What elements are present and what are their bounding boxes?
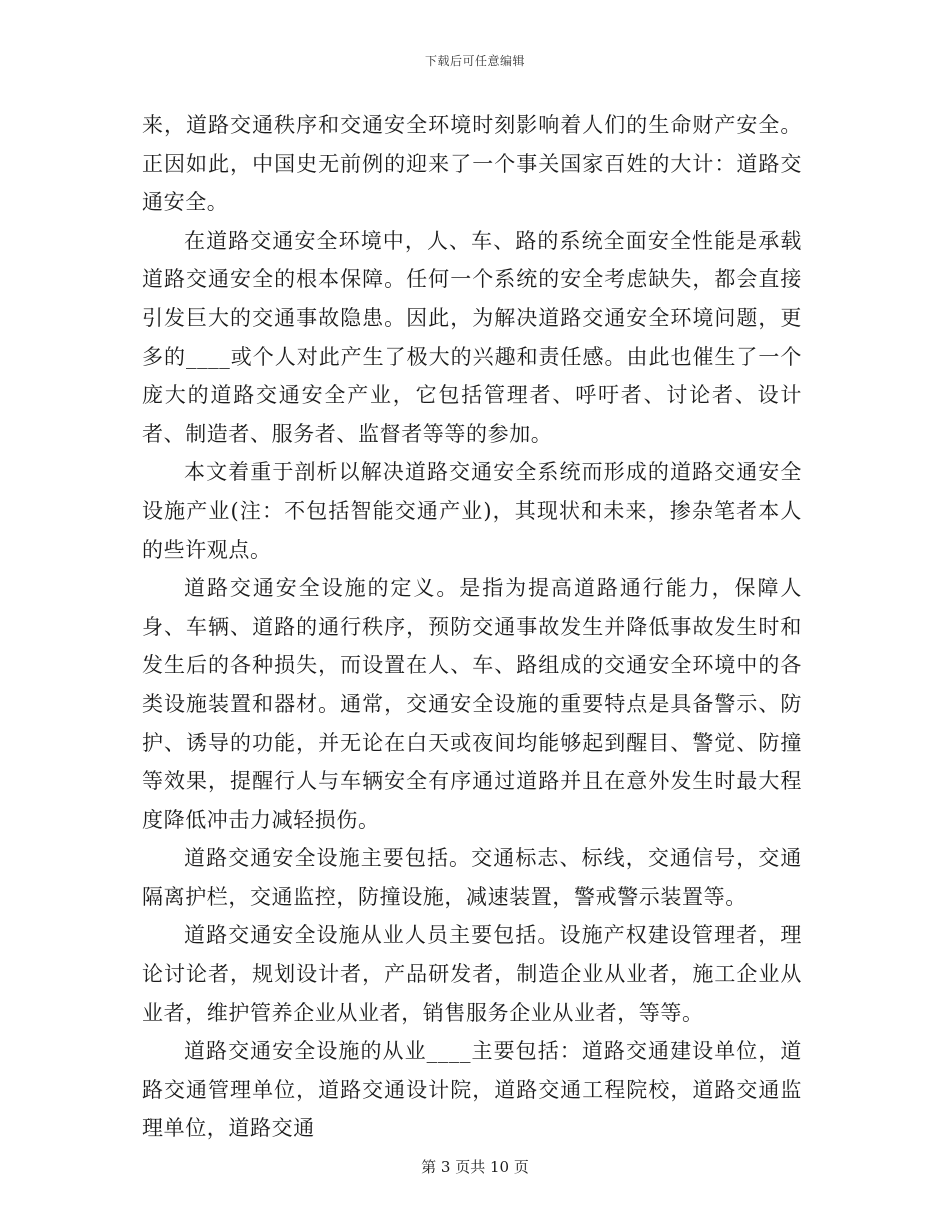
page-number: 第 3 页共 10 页 xyxy=(421,1158,529,1176)
page-header: 下载后可任意编辑 xyxy=(424,54,525,68)
paragraph-definition: 道路交通安全设施的定义。是指为提高道路通行能力，保障人身、车辆、道路的通行秩序，预防交通事故发生并降低事故发生时和发生后的各种损失，而设置在人、车、路组成的交通安全环境中的各类设施装置和器材。通常，交通安全设施的重要特点是具备警示、防护、诱导的功能，并无论在白天或夜间均能够起到醒目、警觉、防撞等效果，提醒行人与车辆安全有序通过道路并且在意外发生时最大程度降低冲击力减轻损伤。 xyxy=(142,576,802,832)
paragraph-safety-environment: 在道路交通安全环境中，人、车、路的系统全面安全性能是承载道路交通安全的根本保障。任何一个系统的安全考虑缺失，都会直接引发巨大的交通事故隐患。因此，为解决道路交通安全环境问题，更多的____或个人对此产生了极大的兴趣和责任感。由此也催生了一个庞大的道路交通安全产业，它包括管理者、呼吁者、讨论者、设计者、制造者、服务者、监督者等等的参加。 xyxy=(142,228,802,446)
paragraph-facility-types: 道路交通安全设施主要包括。交通标志、标线，交通信号，交通隔离护栏，交通监控，防撞设施，减速装置，警戒警示装置等。 xyxy=(142,846,802,909)
paragraph-article-focus: 本文着重于剖析以解决道路交通安全系统而形成的道路交通安全设施产业(注：不包括智能交通产业)，其现状和未来，掺杂笔者本人的些许观点。 xyxy=(142,460,802,562)
document-body xyxy=(142,106,802,1148)
paragraph-continuation: 来，道路交通秩序和交通安全环境时刻影响着人们的生命财产安全。正因如此，中国史无前例的迎来了一个事关国家百姓的大计：道路交通安全。 xyxy=(142,113,802,215)
paragraph-organizations: 道路交通安全设施的从业____主要包括：道路交通建设单位，道路交通管理单位，道路交通设计院，道路交通工程院校，道路交通监理单位，道路交通 xyxy=(142,1039,802,1141)
paragraph-practitioners: 道路交通安全设施从业人员主要包括。设施产权建设管理者，理论讨论者，规划设计者，产品研发者，制造企业从业者，施工企业从业者，维护管养企业从业者，销售服务企业从业者，等等。 xyxy=(142,923,802,1025)
